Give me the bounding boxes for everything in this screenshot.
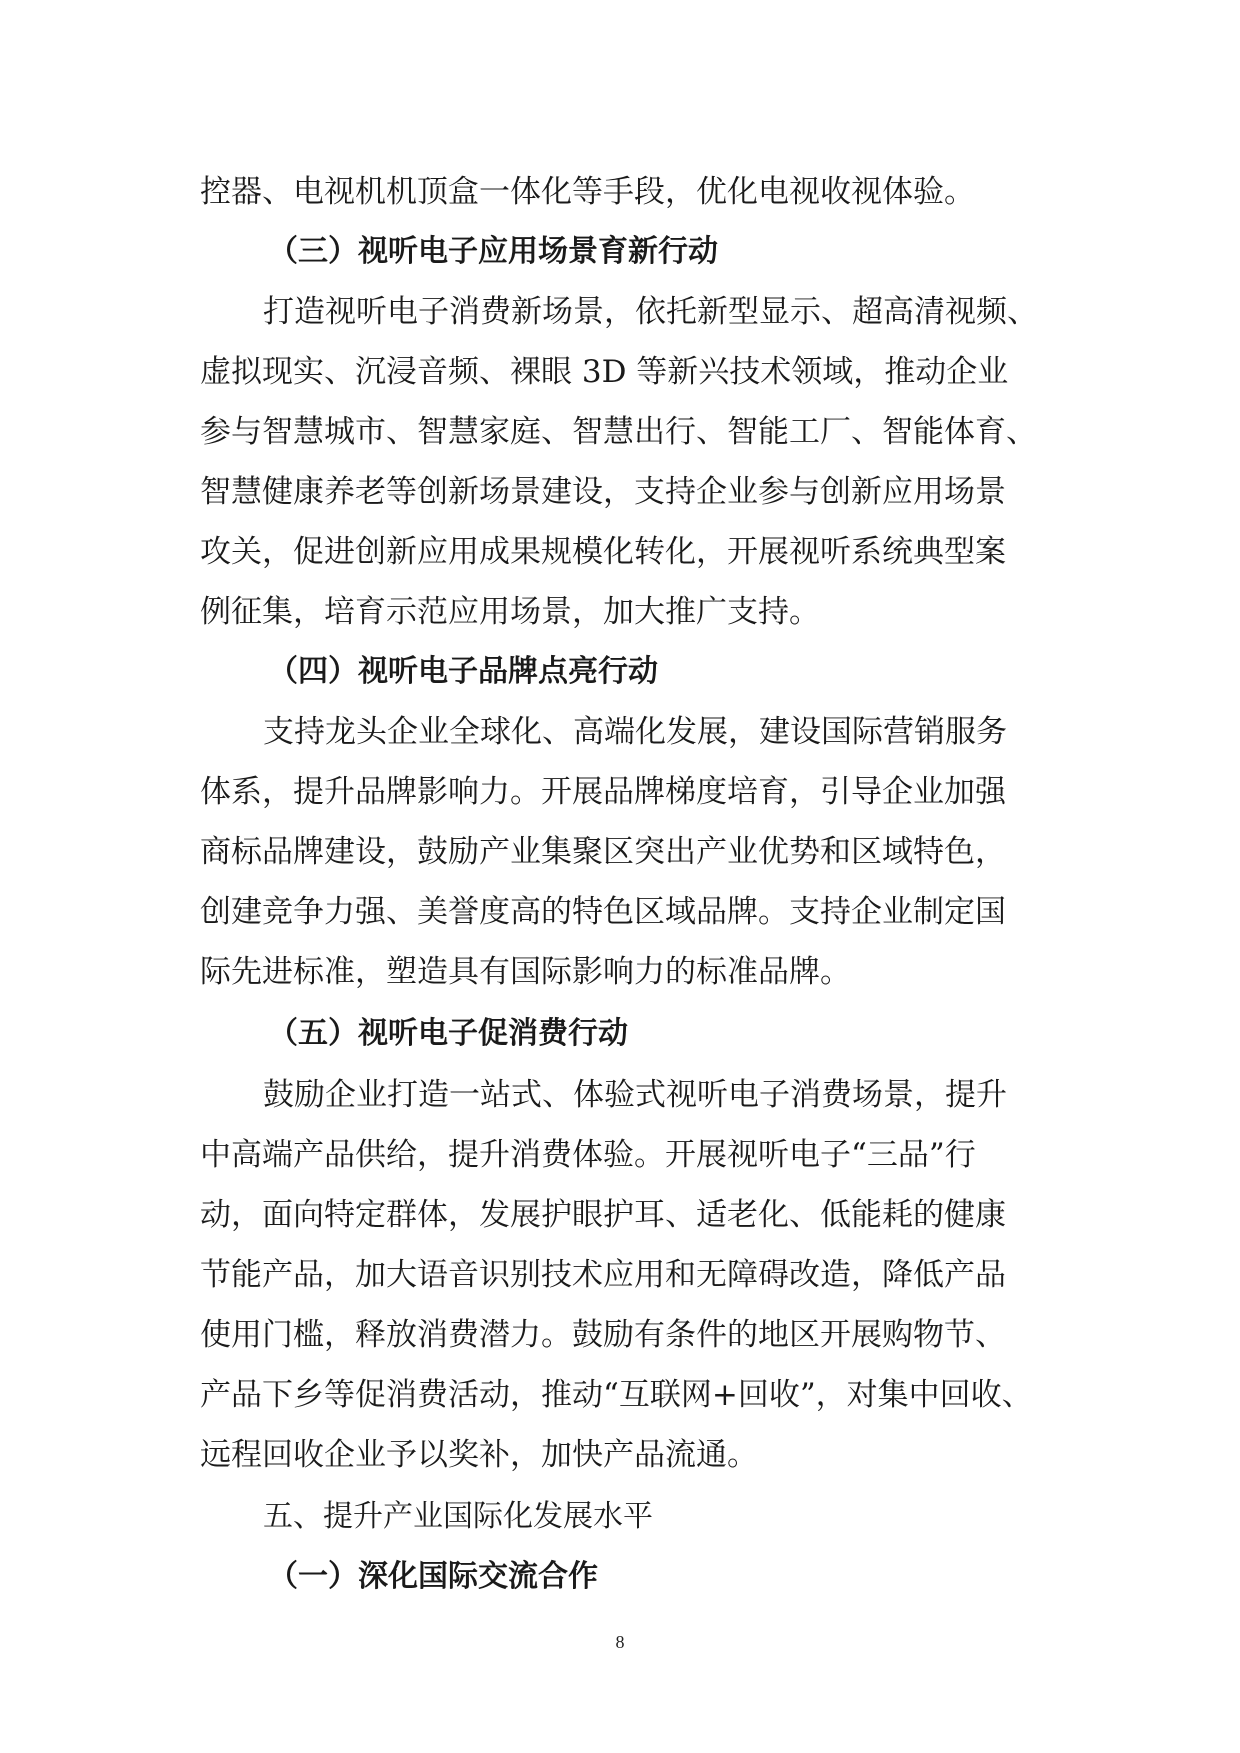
paragraph-line: 使用门槛，释放消费潜力。鼓励有条件的地区开展购物节、 bbox=[200, 1317, 1006, 1353]
page-number: 8 bbox=[615, 1632, 625, 1652]
paragraph-line: 攻关，促进创新应用成果规模化转化，开展视听系统典型案 bbox=[200, 534, 1006, 570]
paragraph-line: 创建竞争力强、美誉度高的特色区域品牌。支持企业制定国 bbox=[200, 894, 1006, 930]
section-heading-4: （四）视听电子品牌点亮行动 bbox=[268, 654, 658, 689]
paragraph-line: 节能产品，加大语音识别技术应用和无障碍改造，降低产品 bbox=[200, 1257, 1006, 1293]
paragraph-line: 支持龙头企业全球化、高端化发展，建设国际营销服务 bbox=[263, 714, 1007, 750]
paragraph-line: 际先进标准，塑造具有国际影响力的标准品牌。 bbox=[200, 954, 851, 990]
section-heading-3: （三）视听电子应用场景育新行动 bbox=[268, 234, 718, 269]
paragraph-line: 体系，提升品牌影响力。开展品牌梯度培育，引导企业加强 bbox=[200, 774, 1006, 810]
section-heading-5: （五）视听电子促消费行动 bbox=[268, 1016, 628, 1051]
paragraph-line: 智慧健康养老等创新场景建设，支持企业参与创新应用场景 bbox=[200, 474, 1006, 510]
paragraph-line: 控器、电视机机顶盒一体化等手段，优化电视收视体验。 bbox=[200, 174, 975, 210]
chapter-heading: 五、提升产业国际化发展水平 bbox=[263, 1499, 653, 1534]
paragraph-line: 远程回收企业予以奖补，加快产品流通。 bbox=[200, 1437, 758, 1473]
section-heading-1: （一）深化国际交流合作 bbox=[268, 1559, 598, 1594]
paragraph-line: 中高端产品供给，提升消费体验。开展视听电子“三品”行 bbox=[200, 1137, 976, 1173]
paragraph-line: 商标品牌建设，鼓励产业集聚区突出产业优势和区域特色， bbox=[200, 834, 1006, 870]
paragraph-line: 产品下乡等促消费活动，推动“互联网+回收”，对集中回收、 bbox=[200, 1377, 1033, 1413]
paragraph-line: 参与智慧城市、智慧家庭、智慧出行、智能工厂、智能体育、 bbox=[200, 414, 1037, 450]
paragraph-line: 例征集，培育示范应用场景，加大推广支持。 bbox=[200, 594, 820, 630]
paragraph-line: 虚拟现实、沉浸音频、裸眼 3D 等新兴技术领域，推动企业 bbox=[200, 354, 1009, 390]
paragraph-line: 鼓励企业打造一站式、体验式视听电子消费场景，提升 bbox=[263, 1077, 1007, 1113]
paragraph-line: 动，面向特定群体，发展护眼护耳、适老化、低能耗的健康 bbox=[200, 1197, 1006, 1233]
paragraph-line: 打造视听电子消费新场景，依托新型显示、超高清视频、 bbox=[263, 294, 1038, 330]
